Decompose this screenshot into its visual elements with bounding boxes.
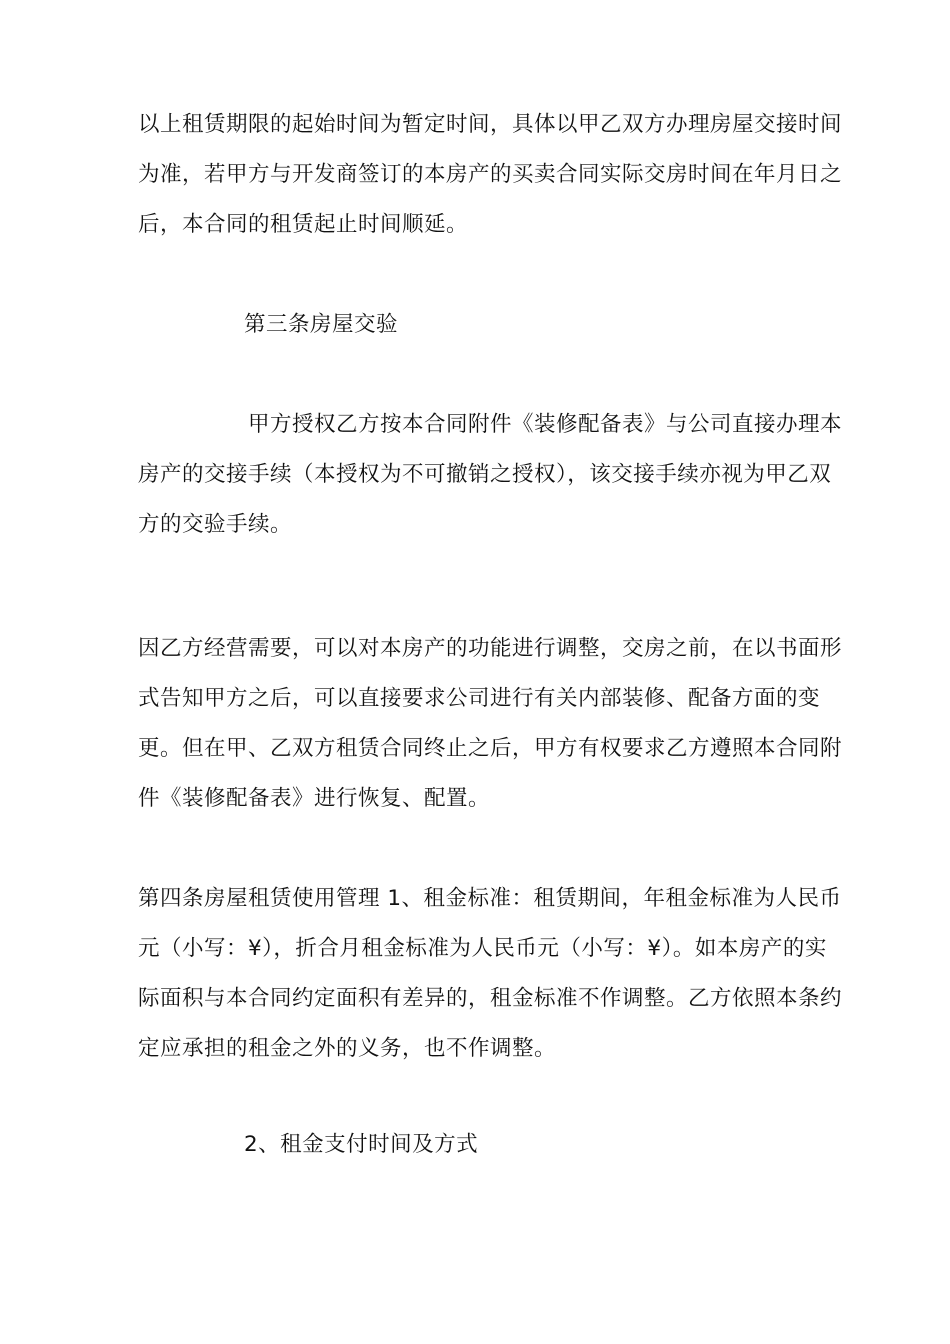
paragraph-3-line-1: 因乙方经营需要，可以对本房产的功能进行调整，交房之前，在以书面形 bbox=[138, 636, 843, 661]
paragraph-2-line-1: 甲方授权乙方按本合同附件《装修配备表》与公司直接办理本 bbox=[248, 412, 843, 437]
item-2-heading: 2、租金支付时间及方式 bbox=[244, 1132, 479, 1157]
article-3-heading: 第三条房屋交验 bbox=[244, 312, 399, 337]
paragraph-3-line-4: 件《装修配备表》进行恢复、配置。 bbox=[138, 786, 491, 811]
paragraph-2-line-3: 方的交验手续。 bbox=[138, 512, 293, 537]
paragraph-4-line-3: 际面积与本合同约定面积有差异的，租金标准不作调整。乙方依照本条约 bbox=[138, 986, 843, 1011]
paragraph-1-line-1: 以上租赁期限的起始时间为暂定时间，具体以甲乙双方办理房屋交接时间 bbox=[138, 112, 843, 137]
paragraph-1-line-3: 后，本合同的租赁起止时间顺延。 bbox=[138, 212, 469, 237]
paragraph-4-line-2: 元（小写：¥），折合月租金标准为人民币元（小写：¥）。如本房产的实 bbox=[138, 936, 827, 961]
paragraph-3-line-3: 更。但在甲、乙双方租赁合同终止之后，甲方有权要求乙方遵照本合同附 bbox=[138, 736, 843, 761]
paragraph-4-line-1: 第四条房屋租赁使用管理 1、租金标准：租赁期间，年租金标准为人民币 bbox=[138, 886, 842, 911]
paragraph-1-line-2: 为准，若甲方与开发商签订的本房产的买卖合同实际交房时间在年月日之 bbox=[138, 162, 843, 187]
paragraph-2-line-2: 房产的交接手续（本授权为不可撤销之授权），该交接手续亦视为甲乙双 bbox=[138, 462, 832, 487]
paragraph-4-line-4: 定应承担的租金之外的义务，也不作调整。 bbox=[138, 1036, 557, 1061]
paragraph-3-line-2: 式告知甲方之后，可以直接要求公司进行有关内部装修、配备方面的变 bbox=[138, 686, 821, 711]
